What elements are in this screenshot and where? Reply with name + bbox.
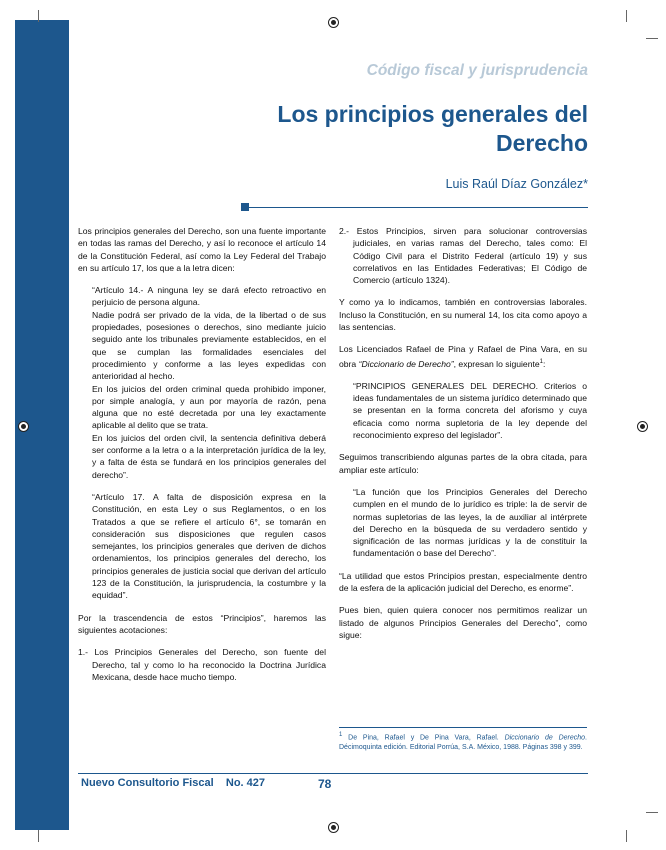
registration-mark-icon [328,17,339,28]
registration-mark-icon [328,822,339,833]
quote-definition [353,380,587,441]
quote-paragraph: En los juicios del orden criminal queda prohibido imponer, por simple analogía, y aun por mayoría de razón, pena alguna que no esté decretada por una ley exactamente aplicable al delito que se trata. [92,383,326,431]
issue-number: No. 427 [225,777,266,789]
footer-divider [78,773,588,774]
footnote-number: 1 [339,732,343,738]
crop-mark [646,812,658,813]
divider-square-icon [241,203,249,211]
left-column [78,225,326,693]
section-title: Código fiscal y jurisprudencia [366,62,588,79]
quote-article-17 [92,491,326,602]
quote-paragraph: En los juicios del orden civil, la sentencia definitiva deberá ser conforme a la letra o a la interpretación jurídica de la ley, y a falta de ésta se fundará en los principios generales del derecho”. [92,432,326,480]
footnote-text: De Pina, Rafael y De Pina Vara, Rafael. [342,734,505,742]
footnote [339,730,587,753]
registration-mark-icon [18,421,29,432]
registration-mark-icon [637,421,648,432]
page-number: 78 [318,777,332,791]
text-run: Los Licenciados Rafael de Pina y Rafael de Pina Vara, en su obra [339,344,587,369]
quote-article-14 [92,284,326,481]
quote-paragraph: “La función que los Principios Generales del Derecho cumplen en el mundo de lo jurídico es triple: la de servir de normas supletorias de las leyes, la de auxiliar al intérprete del Derecho en la búsqueda de su verdadero sentido y significación de las normas jurídicas y la de constituir la fundamentación o base del Derecho”. [353,486,587,559]
author-name: Luis Raúl Díaz González* [445,177,588,191]
crop-mark [626,830,627,842]
quote-paragraph: “PRINCIPIOS GENERALES DEL DERECHO. Criterios o ideas fundamentales de un sistema jurídico determinado que se presentan en la forma concreta del aforismo y cuya eficacia como norma supletoria de la ley depende del reconocimiento expreso del legislador”. [353,380,587,441]
crop-mark [38,830,39,842]
title-divider [246,207,588,208]
body-paragraph: Y como ya lo indicamos, también en controversias laborales. Incluso la Constitución, en su numeral 14, los cita como apoyo a las sentencias. [339,297,587,333]
footnote-divider [339,727,587,728]
page-title: Los principios generales del Derecho [277,101,588,156]
quote-paragraph: Nadie podrá ser privado de la vida, de la libertad o de sus propiedades, posesiones o derechos, sino mediante juicio seguido ante los tribunales previamente establecidos, en el que se cumplan las formalidades esenciales del procedimiento y conforme a las leyes expedidas con anterioridad al hecho. [92,309,326,382]
body-paragraph [339,343,587,369]
body-paragraph: “La utilidad que estos Principios prestan, especialmente dentro de la esfera de la aplicación judicial del Derecho, es enorme”. [339,570,587,593]
text-run: : [543,358,546,369]
crop-mark [626,10,627,22]
body-paragraph: Seguimos transcribiendo algunas partes de la obra citada, para ampliar este artículo: [339,452,587,475]
crop-mark [646,38,658,39]
footer-publication [81,777,265,789]
footnote-reference[interactable]: 1 [539,358,543,365]
body-paragraph: Por la trascendencia de estos “Principios”, haremos las siguientes acotaciones: [78,612,326,635]
cited-work-title: “Diccionario de Derecho” [358,358,454,369]
footnote-work-title: Diccionario de Derecho [504,734,586,742]
right-column [339,225,587,651]
crop-mark [38,10,39,22]
magazine-name: Nuevo Consultorio Fiscal [81,777,214,789]
quote-paragraph: “Artículo 17. A falta de disposición expresa en la Constitución, en esta Ley o sus Reglamentos, o en los Tratados a que se refiere el artículo 6°, se tomarán en consideración sus disposiciones que regulen casos semejantes, los principios generales que deriven de dichos ordenamientos, los principios generales del derecho, los principios generales de justicia social que derivan del artículo 123 de la Constitución, la jurisprudencia, la costumbre y la equidad”. [92,491,326,601]
text-run: , expresan lo siguiente [453,358,540,369]
body-paragraph: Los principios generales del Derecho, son una fuente importante en todas las ramas del Derecho, y así lo reconoce el artículo 14 de la Constitución Federal, así como la Ley Federal del Trabajo en su artículo 17, los que a la letra dicen: [78,226,326,273]
quote-paragraph: “Artículo 14.- A ninguna ley se dará efecto retroactivo en perjuicio de persona alguna. [92,285,326,308]
list-item: 1.- Los Principios Generales del Derecho, son fuente del Derecho, tal y como lo ha reconocido la Doctrina Jurídica Mexicana, desde hace mucho tiempo. [78,647,326,682]
quote-function [353,486,587,560]
list-item: 2.- Estos Principios, sirven para solucionar controversias judiciales, en varias ramas del Derecho, tales como: El Código Civil para el Distrito Federal (artículo 19) y sus correlativos en las Entidades Federativas; El Código de Comercio (artículo 1324). [339,226,587,286]
footnote-text: . Décimoquinta edición. Editorial Porrúa, S.A. México, 1988. Páginas 398 y 399. [339,734,587,752]
body-paragraph: Pues bien, quien quiera conocer nos permitimos realizar un listado de algunos Principios Generales del Derecho”, como sigue: [339,605,587,640]
